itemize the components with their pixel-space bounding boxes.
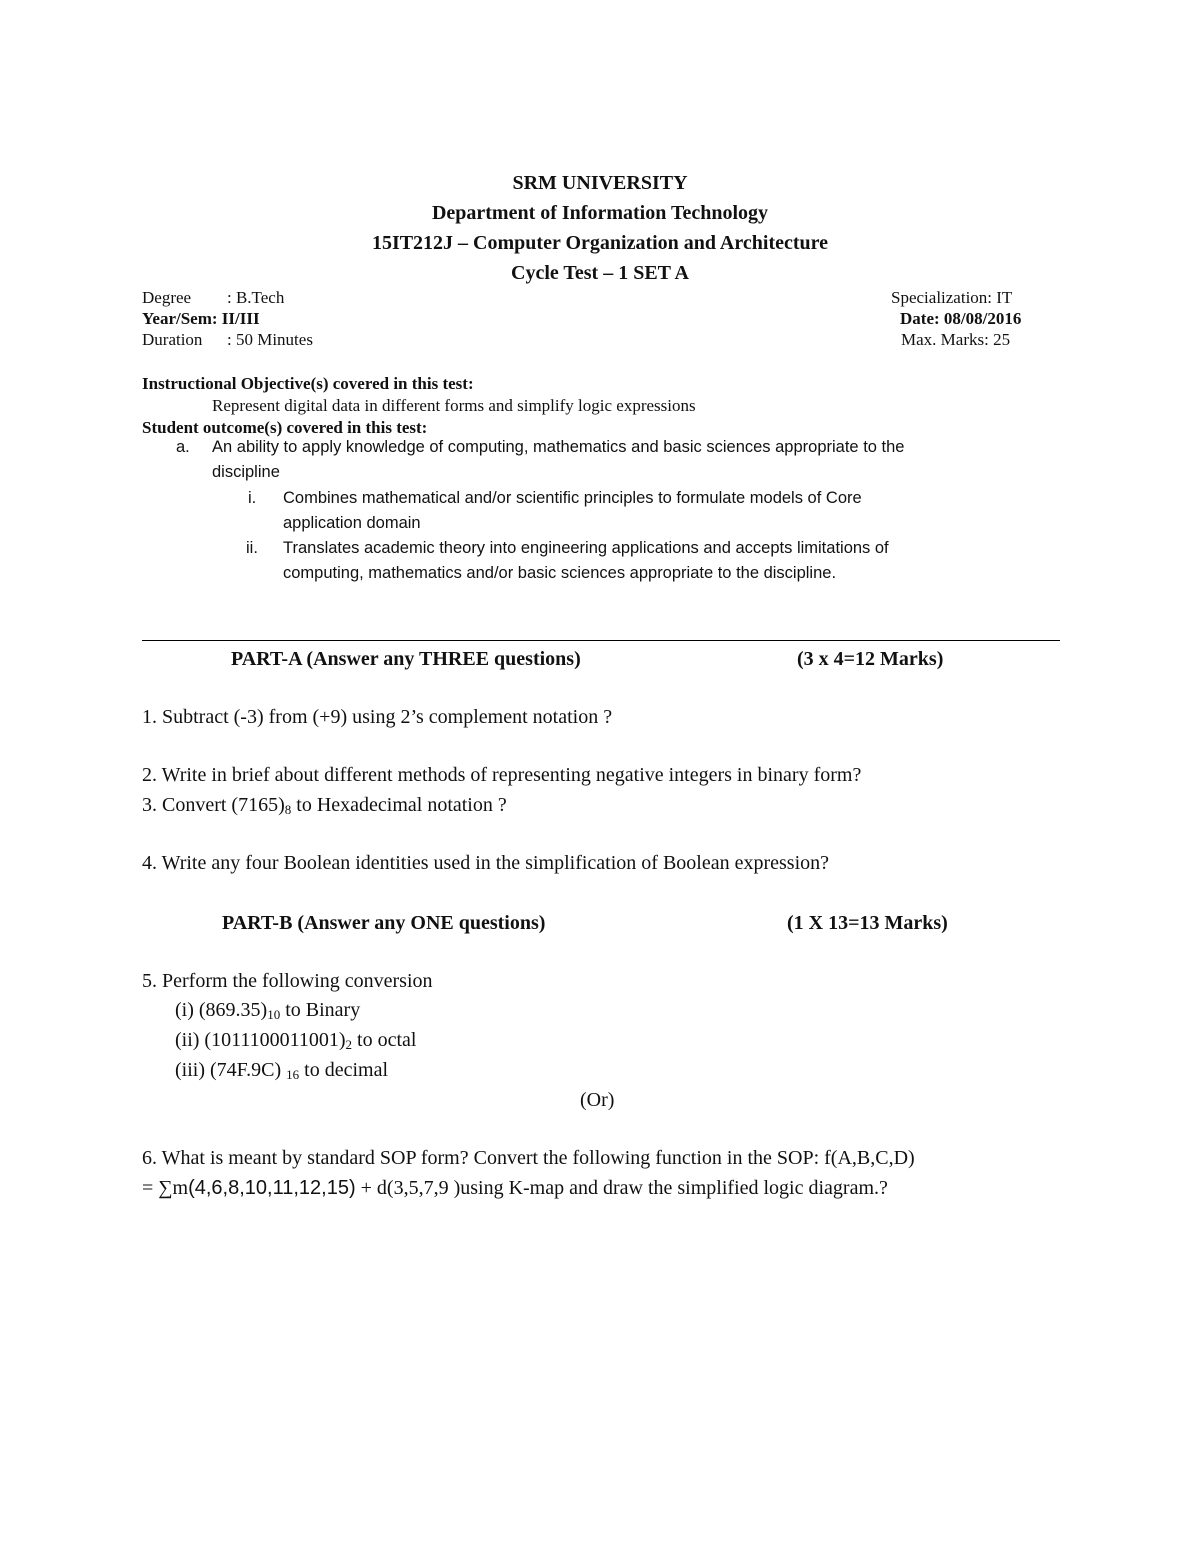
question-5: 5. Perform the following conversion xyxy=(142,970,433,992)
outcome-ii-marker: ii. xyxy=(246,539,258,557)
test-title: Cycle Test – 1 SET A xyxy=(511,262,689,284)
specialization: Specialization: IT xyxy=(891,288,1013,307)
course-title: 15IT212J – Computer Organization and Architecture xyxy=(371,232,829,254)
question-5-ii: (ii) $(1011100011001)_2$ to octal xyxy=(175,1029,417,1052)
question-1: 1. Subtract (-3) from (+9) using 2’s complement notation ? xyxy=(142,706,613,728)
duration-value: : 50 Minutes xyxy=(227,330,313,349)
year-sem: Year/Sem: II/III xyxy=(142,309,260,328)
outcome-a-line1: An ability to apply knowledge of computing, mathematics and basic sciences appropriate to the xyxy=(212,438,905,456)
question-5-i: (i) $(869.35)_{10}$ to Binary xyxy=(175,999,361,1022)
outcome-ii-line1: Translates academic theory into engineering applications and accepts limitations of xyxy=(283,539,889,557)
outcomes-heading: Student outcome(s) covered in this test: xyxy=(142,418,428,437)
question-5-iii: (iii) (74F.9C) $_{16}$ to decimal xyxy=(175,1059,389,1082)
university-name: SRM UNIVERSITY xyxy=(512,172,688,194)
question-4: 4. Write any four Boolean identities used in the simplification of Boolean expression? xyxy=(142,852,830,874)
max-marks: Max. Marks: 25 xyxy=(901,330,1011,349)
degree-label: Degree xyxy=(142,288,192,307)
question-2: 2. Write in brief about different methods of representing negative integers in binary form? xyxy=(142,764,862,786)
outcome-i-line1: Combines mathematical and/or scientific principles to formulate models of Core xyxy=(283,489,862,507)
part-b-title: PART-B (Answer any ONE questions) xyxy=(222,912,546,934)
part-a-title: PART-A (Answer any THREE questions) xyxy=(231,648,581,670)
question-6-line1: 6. What is meant by standard SOP form? Convert the following function in the SOP: f(A,B,C,D) xyxy=(142,1147,915,1169)
department-name: Department of Information Technology xyxy=(431,202,769,224)
question-3: 3. Convert $(7165)_8$ to Hexadecimal notation ? xyxy=(142,794,507,817)
outcome-a-line2: discipline xyxy=(212,463,280,481)
objectives-text: Represent digital data in different forms and simplify logic expressions xyxy=(212,396,696,415)
part-b-marks: (1 X 13=13 Marks) xyxy=(787,912,948,934)
duration-label: Duration xyxy=(142,330,203,349)
section-divider xyxy=(142,640,1060,641)
outcome-ii-line2: computing, mathematics and/or basic sciences appropriate to the discipline. xyxy=(283,564,837,582)
outcome-i-marker: i. xyxy=(248,489,257,507)
objectives-heading: Instructional Objective(s) covered in this test: xyxy=(142,374,474,393)
part-a-marks: (3 x 4=12 Marks) xyxy=(797,648,944,670)
question-6-line2: = ∑m(4,6,8,10,11,12,15) + d(3,5,7,9 )using K-map and draw the simplified logic diagram.? xyxy=(142,1177,888,1199)
degree-value: : B.Tech xyxy=(227,288,285,307)
outcome-i-line2: application domain xyxy=(283,514,421,532)
or-separator: (Or) xyxy=(580,1089,615,1111)
outcome-a-marker: a. xyxy=(176,438,190,456)
exam-date: Date: 08/08/2016 xyxy=(900,309,1022,328)
